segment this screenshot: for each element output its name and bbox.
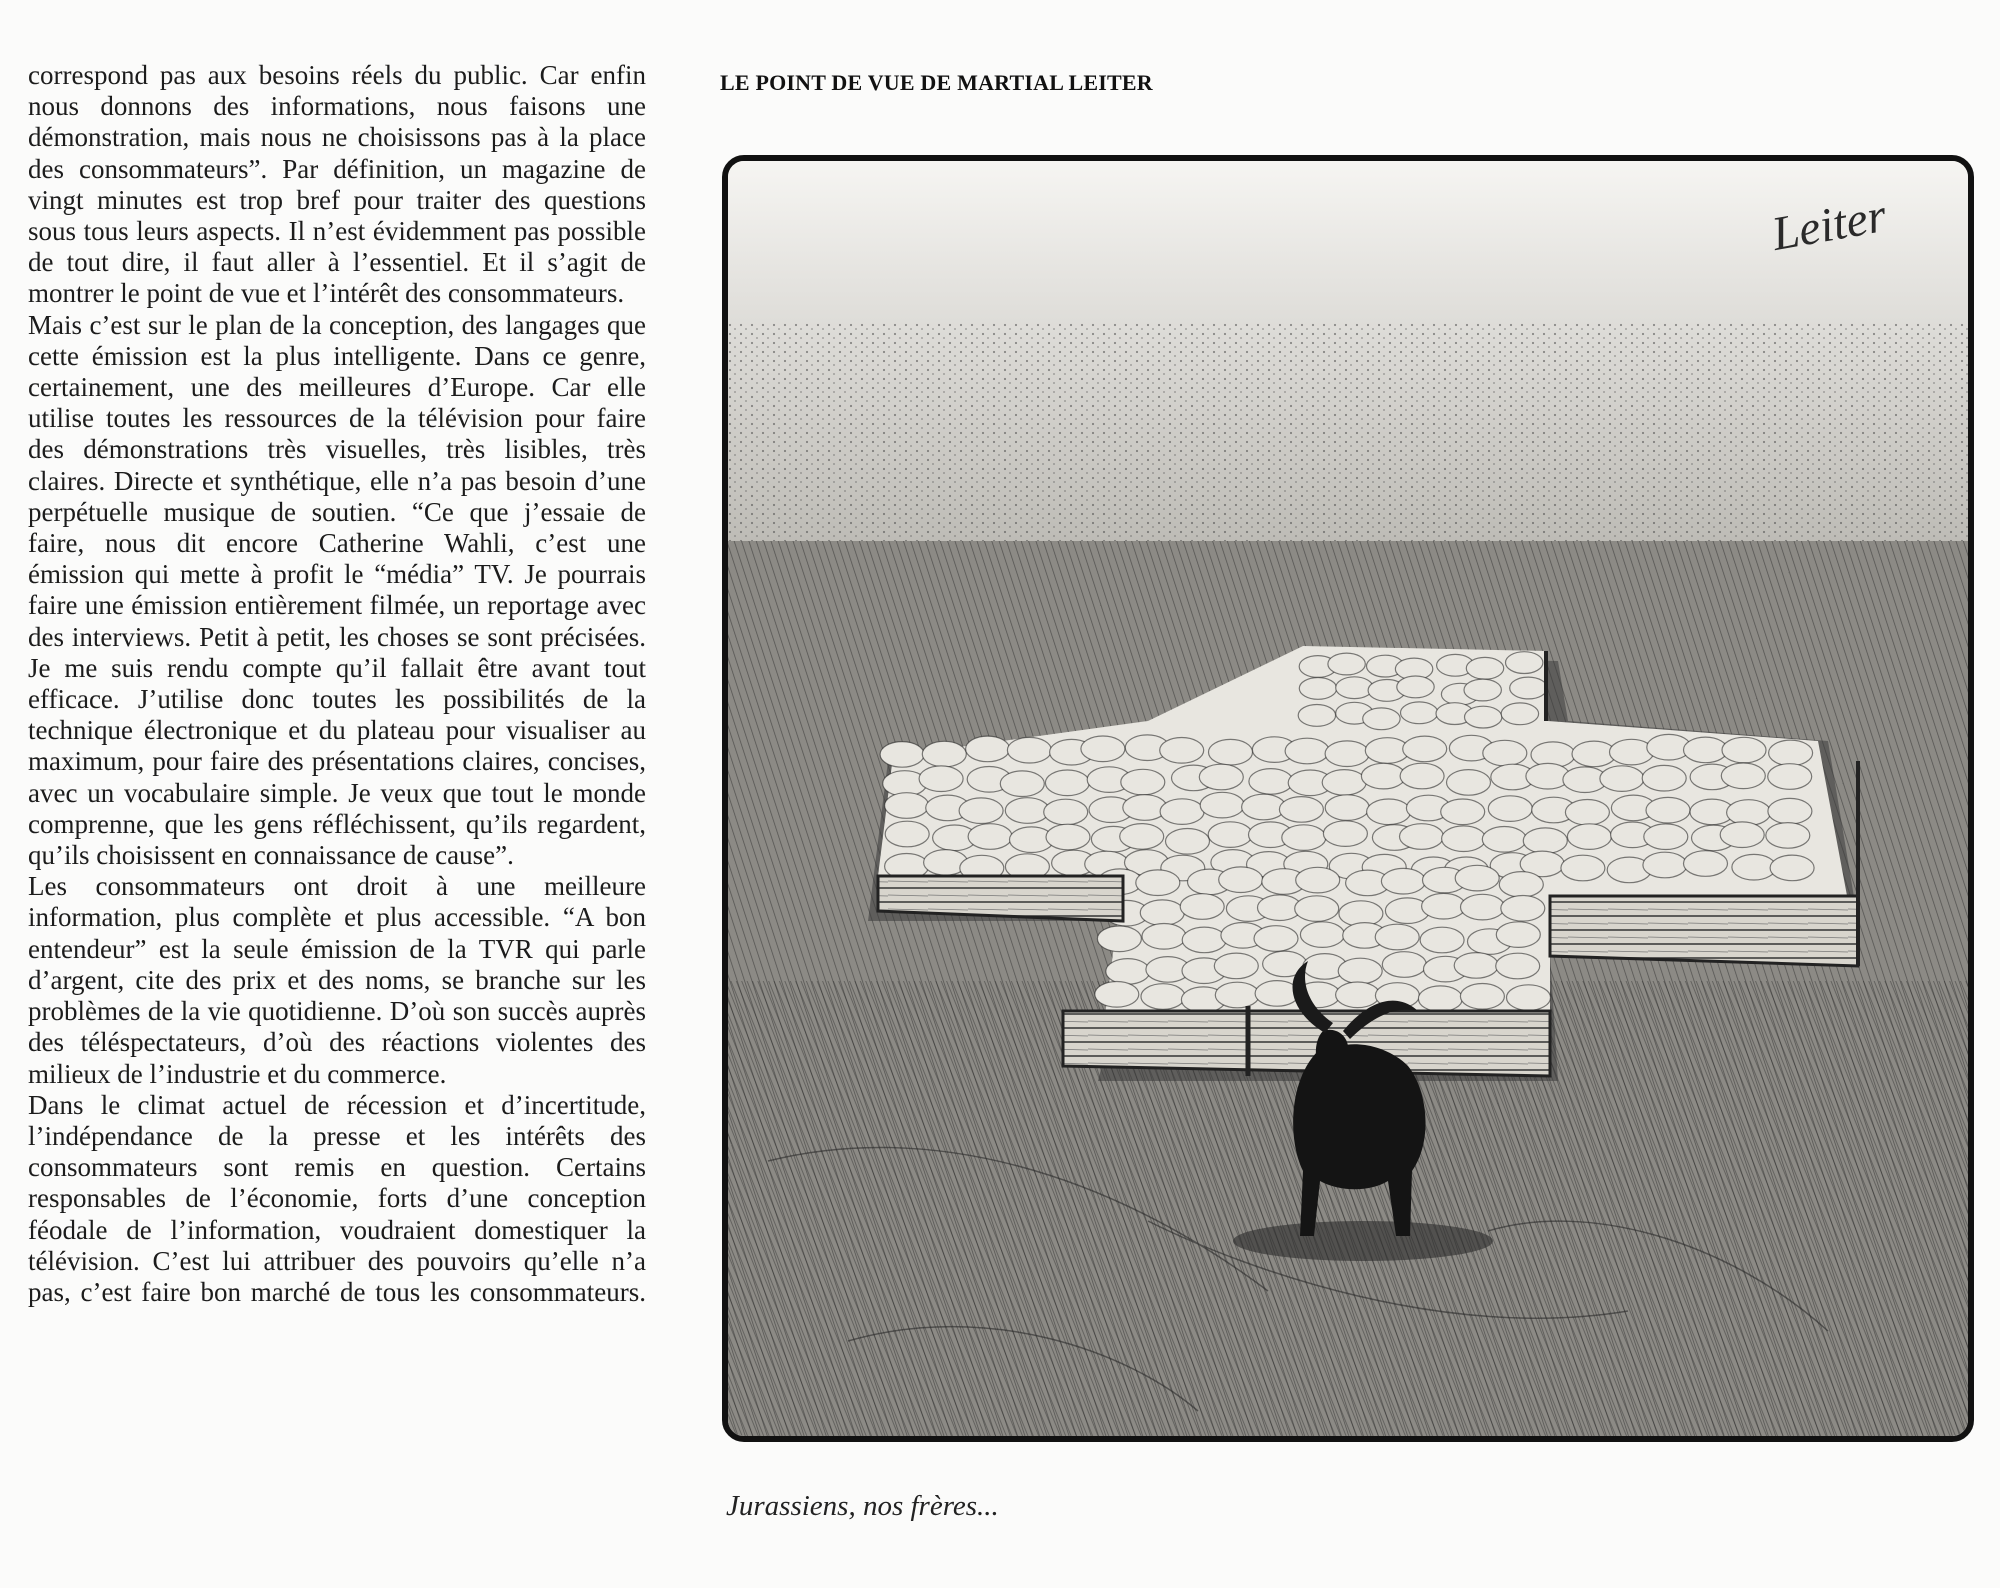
sheep-back [1722,737,1766,763]
sheep-back [1642,765,1686,791]
sheep-back [1200,792,1244,818]
sheep-back [1400,763,1444,789]
sheep-back [1081,736,1125,762]
sheep-back [1199,764,1243,790]
sheep-back [1255,981,1299,1007]
sheep-back [1005,798,1049,824]
article-paragraph-4: Dans le climat actuel de récession et d’incertitude, l’indépendance de la presse et les intérêts des consommateurs sont remis en question. Certains responsables de l’économie, forts d’une conception féodale de l’information, voudraient domestiquer la télévision. C’est lui attribuer des pouvoirs qu’elle n’a pas, c’est faire bon marché de tous les consommateurs. [28,1089,646,1307]
sheep-back [968,824,1012,850]
sheep-back [1160,799,1204,825]
sheep-back [1483,740,1527,766]
sheep-back [1507,985,1551,1011]
sheep-back [1464,679,1501,701]
sheep-back [1496,953,1540,979]
sheep-back [1461,894,1505,920]
sheep-back [1397,676,1434,698]
sheep-back [1328,653,1365,675]
sheep-back [1214,953,1258,979]
sheep-back [885,793,929,819]
sheep-back [1336,677,1373,699]
sheep-back [1242,794,1286,820]
sheep-back [1000,771,1044,797]
sheep-back [1400,824,1444,850]
sheep-back [1322,770,1366,796]
sheep-back [1454,953,1498,979]
sheep-back [1403,736,1447,762]
pen-fence-right [1550,896,1858,966]
artist-signature: Leiter [1768,188,1891,261]
sheep-back [1215,982,1259,1008]
sheep-back [1375,924,1419,950]
sheep-back [1208,822,1252,848]
sheep-back [1160,738,1204,764]
sheep-back [1401,702,1438,724]
sheep-back [1381,868,1425,894]
sheep-back [1447,770,1491,796]
sheep-back [1323,821,1367,847]
cartoon-illustration [728,161,1968,1436]
sheep-back [1044,799,1088,825]
sheep-back [1422,893,1466,919]
sheep-back [1768,764,1812,790]
sheep-back [1420,927,1464,953]
sheep-back [1460,984,1504,1010]
sheep-back [1523,828,1567,854]
article-column [28,60,646,1308]
sheep-back [1007,737,1051,763]
sheep-back [1644,824,1688,850]
article-paragraph-2: Mais c’est sur le plan de la conception, des langages que cette émission est la plus intelligente. Dans ce genre, certainement, une des meilleures d’Europe. Car elle utilise toutes les ressources de la télévision pour faire des démonstrations très visuelles, très lisibles, très claires. Directe et synthétique, elle n’a pas besoin d’une perpétuelle musique de soutien. “Ce que j’essaie de faire, nous dit encore Catherine Wahli, c’est une émission qui mette à profit le “média” TV. Je pourrais faire une émission entièrement filmée, un reportage avec des interviews. Petit à petit, les choses se sont précisées. Je me suis rendu compte qu’il fallait être avant tout efficace. J’utilise donc toutes les possibilités de la technique électronique et du plateau pour visualiser au maximum, pour faire des présentations claires, concises, avec un vocabulaire simple. Je veux que tout le monde comprenne, que les gens réfléchissent, qu’ils regardent, qu’ils choisissent en connaissance de cause”. [28,309,646,871]
sheep-back [880,742,924,768]
sheep-back [1363,708,1400,730]
sheep-back [1684,737,1728,763]
sheep-back [1769,740,1813,766]
sheep-back [1506,652,1543,674]
sheep-back [1296,867,1340,893]
sheep-back [1219,867,1263,893]
sheep-back [1121,769,1165,795]
sheep-back [1295,896,1339,922]
sheep-back [1496,922,1540,948]
sheep-back [922,741,966,767]
sheep-back [1565,800,1609,826]
sheep-back [1768,798,1812,824]
sheep-back [1466,657,1503,679]
sheep-back [1279,797,1323,823]
sheep-back [1120,824,1164,850]
sheep-back [1501,896,1545,922]
sheep-back [1727,800,1771,826]
sheep-back [1166,829,1210,855]
sheep-back [1142,924,1186,950]
sheep-back [1646,797,1690,823]
sheep-back [1465,706,1502,728]
sheep-back [1141,984,1185,1010]
sheep-back [1382,952,1426,978]
sheep-back [1367,799,1411,825]
sheep-back [1499,872,1543,898]
sheep-back [966,736,1010,762]
sheep-back [1180,894,1224,920]
sheep-back [1361,763,1405,789]
sheep-back [1561,855,1605,881]
sheep-back [1325,795,1369,821]
sheep-back [1442,826,1486,852]
sheep-back [1336,982,1380,1008]
sheep-back [1488,796,1532,822]
sheep-back [1299,678,1336,700]
sheep-back [919,766,963,792]
cartoon-caption: Jurassiens, nos frères... [726,1490,999,1522]
sheep-back [1249,769,1293,795]
sheep-back [1097,926,1141,952]
cartoon-heading: LE POINT DE VUE DE MARTIAL LEITER [720,70,1153,95]
sheep-back [1510,677,1547,699]
sheep-back [1567,824,1611,850]
sheep-back [1455,865,1499,891]
sheep-back [1136,870,1180,896]
sheep-back [1501,703,1538,725]
sheep-back [1298,705,1335,727]
sheep-back [1482,827,1526,853]
pen-fence-bottom [1063,1011,1550,1076]
sheep-back [1254,926,1298,952]
sheep-back [885,821,929,847]
sheep-back [1770,855,1814,881]
sheep-back [1441,799,1485,825]
article-paragraph-3: Les consommateurs ont droit à une meilleure information, plus complète et plus accessible. “A bon entendeur” est la seule émission de la TVR qui parle d’argent, cite des prix et des noms, se branche sur les problèmes de la vie quotidienne. D’où son succès auprès des téléspectateurs, d’où des réactions violentes des milieux de l’industrie et du commerce. [28,871,646,1089]
sheep-back [1732,854,1776,880]
sheep-back [1282,825,1326,851]
sheep-back [1600,766,1644,792]
sheep-back [1643,852,1687,878]
sheep-back [1720,822,1764,848]
sheep-back [1721,763,1765,789]
sheep-back [1766,823,1810,849]
article-paragraph-1: correspond pas aux besoins réels du public. Car enfin nous donnons des informations, nous faisons une démonstration, mais nous ne choisissons pas à la place des consommateurs”. Par définition, un magazine de vingt minutes est trop bref pour traiter des questions sous tous leurs aspects. Il n’est évidemment pas possible de tout dire, il faut aller à l’essentiel. Et il s’agit de montrer le point de vue et l’intérêt des consommateurs. [28,60,646,309]
goat-shadow [1233,1221,1493,1261]
cartoon-frame [722,155,1974,1442]
sheep-back [1610,739,1654,765]
sheep-back [1300,922,1344,948]
sheep-back [1045,770,1089,796]
sheep-back [1095,982,1139,1008]
sheep-back [1123,795,1167,821]
sheep-back [1182,927,1226,953]
sheep-back [1285,738,1329,764]
sheep-back [1338,958,1382,984]
sheep-back [1418,986,1462,1012]
sheep-back [1684,851,1728,877]
sheep-back [1140,900,1184,926]
sheep-back [1106,959,1150,985]
sheep-back [1046,824,1090,850]
sheep-back [1209,739,1253,765]
sheep-back [959,798,1003,824]
sheep-back [1325,741,1369,767]
